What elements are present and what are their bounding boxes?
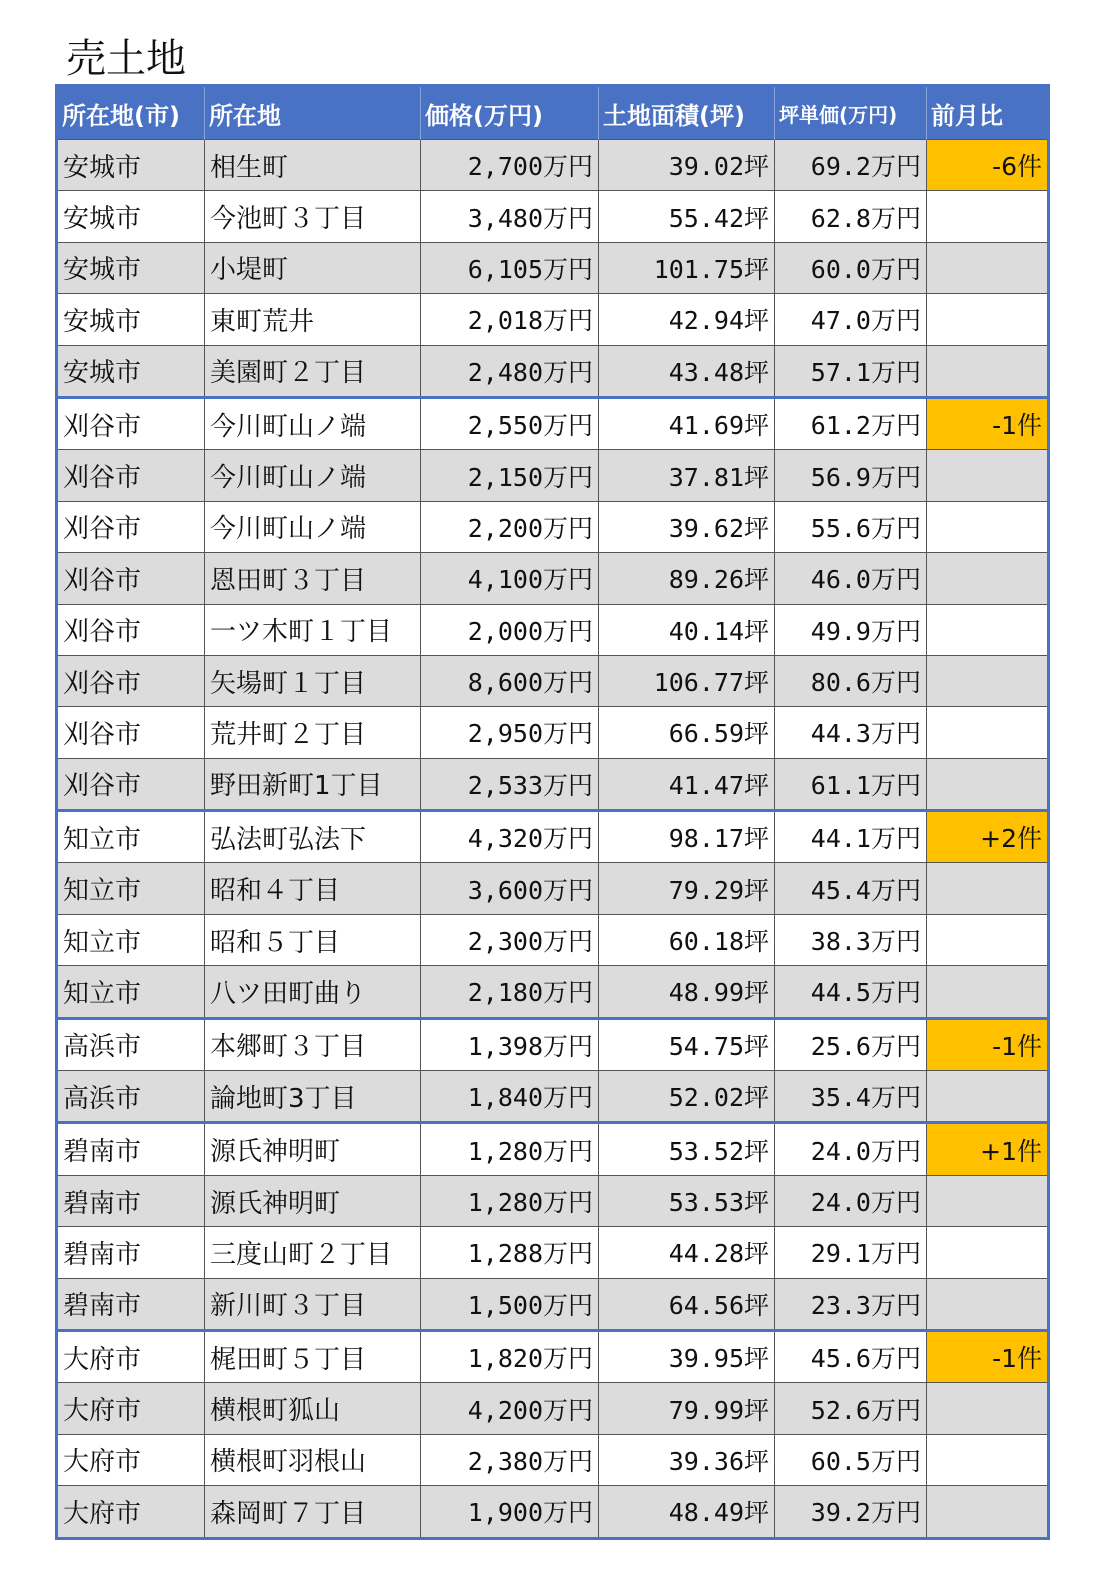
table-row bbox=[57, 450, 1049, 501]
cell-address: 小堤町 bbox=[205, 242, 421, 293]
cell-city: 大府市 bbox=[57, 1383, 205, 1434]
cell-city: 碧南市 bbox=[57, 1278, 205, 1330]
table-row bbox=[57, 1175, 1049, 1226]
cell-city: 知立市 bbox=[57, 966, 205, 1018]
cell-address: 今池町３丁目 bbox=[205, 191, 421, 242]
cell-unit-price: 56.9万円 bbox=[775, 450, 927, 501]
cell-change bbox=[927, 863, 1049, 914]
table-row bbox=[57, 140, 1049, 191]
cell-change bbox=[927, 1278, 1049, 1330]
cell-city: 碧南市 bbox=[57, 1123, 205, 1175]
cell-city: 刈谷市 bbox=[57, 397, 205, 449]
cell-address: 一ツ木町１丁目 bbox=[205, 604, 421, 655]
table-row bbox=[57, 914, 1049, 965]
cell-unit-price: 39.2万円 bbox=[775, 1486, 927, 1538]
cell-city: 安城市 bbox=[57, 345, 205, 397]
cell-address: 東町荒井 bbox=[205, 294, 421, 345]
cell-address: 野田新町1丁目 bbox=[205, 758, 421, 810]
cell-change bbox=[927, 242, 1049, 293]
cell-price: 3,600万円 bbox=[421, 863, 599, 914]
cell-change bbox=[927, 501, 1049, 552]
cell-address: 昭和５丁目 bbox=[205, 914, 421, 965]
cell-unit-price: 60.0万円 bbox=[775, 242, 927, 293]
header-address: 所在地 bbox=[205, 86, 421, 140]
table-row bbox=[57, 1071, 1049, 1123]
cell-unit-price: 44.1万円 bbox=[775, 811, 927, 863]
cell-unit-price: 29.1万円 bbox=[775, 1227, 927, 1278]
cell-address: 横根町羽根山 bbox=[205, 1434, 421, 1485]
header-unit-price: 坪単価(万円) bbox=[775, 86, 927, 140]
page-title: 売土地 bbox=[66, 36, 186, 82]
table-row bbox=[57, 707, 1049, 758]
cell-address: 今川町山ノ端 bbox=[205, 450, 421, 501]
cell-unit-price: 45.4万円 bbox=[775, 863, 927, 914]
cell-area: 42.94坪 bbox=[599, 294, 775, 345]
table-row bbox=[57, 863, 1049, 914]
cell-change bbox=[927, 191, 1049, 242]
cell-unit-price: 44.3万円 bbox=[775, 707, 927, 758]
cell-change bbox=[927, 294, 1049, 345]
table-row bbox=[57, 397, 1049, 449]
cell-unit-price: 57.1万円 bbox=[775, 345, 927, 397]
cell-unit-price: 80.6万円 bbox=[775, 655, 927, 706]
cell-city: 安城市 bbox=[57, 191, 205, 242]
table-row bbox=[57, 655, 1049, 706]
cell-unit-price: 61.2万円 bbox=[775, 397, 927, 449]
cell-unit-price: 55.6万円 bbox=[775, 501, 927, 552]
cell-address: 森岡町７丁目 bbox=[205, 1486, 421, 1538]
cell-change bbox=[927, 1227, 1049, 1278]
cell-unit-price: 52.6万円 bbox=[775, 1383, 927, 1434]
cell-change: -1件 bbox=[927, 1018, 1049, 1070]
cell-unit-price: 38.3万円 bbox=[775, 914, 927, 965]
table-row bbox=[57, 1383, 1049, 1434]
cell-change bbox=[927, 553, 1049, 604]
cell-city: 刈谷市 bbox=[57, 707, 205, 758]
cell-price: 2,950万円 bbox=[421, 707, 599, 758]
cell-price: 1,288万円 bbox=[421, 1227, 599, 1278]
cell-price: 4,200万円 bbox=[421, 1383, 599, 1434]
table-row bbox=[57, 811, 1049, 863]
cell-address: 三度山町２丁目 bbox=[205, 1227, 421, 1278]
table-row bbox=[57, 1278, 1049, 1330]
cell-price: 4,100万円 bbox=[421, 553, 599, 604]
cell-city: 刈谷市 bbox=[57, 604, 205, 655]
table-row bbox=[57, 553, 1049, 604]
table-row bbox=[57, 1227, 1049, 1278]
cell-address: 新川町３丁目 bbox=[205, 1278, 421, 1330]
cell-change bbox=[927, 450, 1049, 501]
cell-area: 66.59坪 bbox=[599, 707, 775, 758]
cell-area: 53.52坪 bbox=[599, 1123, 775, 1175]
cell-unit-price: 24.0万円 bbox=[775, 1123, 927, 1175]
cell-address: 相生町 bbox=[205, 140, 421, 191]
cell-change bbox=[927, 1175, 1049, 1226]
cell-unit-price: 35.4万円 bbox=[775, 1071, 927, 1123]
cell-price: 1,900万円 bbox=[421, 1486, 599, 1538]
cell-change: +2件 bbox=[927, 811, 1049, 863]
cell-price: 2,018万円 bbox=[421, 294, 599, 345]
cell-area: 79.99坪 bbox=[599, 1383, 775, 1434]
cell-price: 8,600万円 bbox=[421, 655, 599, 706]
header-city: 所在地(市) bbox=[57, 86, 205, 140]
cell-address: 八ツ田町曲り bbox=[205, 966, 421, 1018]
cell-area: 60.18坪 bbox=[599, 914, 775, 965]
cell-area: 54.75坪 bbox=[599, 1018, 775, 1070]
cell-area: 41.47坪 bbox=[599, 758, 775, 810]
header-price: 価格(万円) bbox=[421, 86, 599, 140]
table-row bbox=[57, 758, 1049, 810]
cell-area: 79.29坪 bbox=[599, 863, 775, 914]
cell-city: 知立市 bbox=[57, 811, 205, 863]
cell-unit-price: 24.0万円 bbox=[775, 1175, 927, 1226]
cell-area: 40.14坪 bbox=[599, 604, 775, 655]
land-listing-table bbox=[55, 84, 1050, 1540]
table-row bbox=[57, 1486, 1049, 1538]
cell-price: 2,000万円 bbox=[421, 604, 599, 655]
cell-city: 刈谷市 bbox=[57, 553, 205, 604]
cell-address: 横根町狐山 bbox=[205, 1383, 421, 1434]
cell-address: 今川町山ノ端 bbox=[205, 397, 421, 449]
cell-price: 2,550万円 bbox=[421, 397, 599, 449]
cell-price: 1,280万円 bbox=[421, 1123, 599, 1175]
cell-unit-price: 46.0万円 bbox=[775, 553, 927, 604]
cell-unit-price: 60.5万円 bbox=[775, 1434, 927, 1485]
cell-area: 37.81坪 bbox=[599, 450, 775, 501]
cell-change bbox=[927, 1486, 1049, 1538]
cell-unit-price: 62.8万円 bbox=[775, 191, 927, 242]
cell-area: 106.77坪 bbox=[599, 655, 775, 706]
cell-change bbox=[927, 655, 1049, 706]
cell-area: 44.28坪 bbox=[599, 1227, 775, 1278]
cell-price: 2,150万円 bbox=[421, 450, 599, 501]
cell-price: 1,840万円 bbox=[421, 1071, 599, 1123]
cell-address: 荒井町２丁目 bbox=[205, 707, 421, 758]
table-row bbox=[57, 966, 1049, 1018]
cell-city: 知立市 bbox=[57, 914, 205, 965]
cell-address: 恩田町３丁目 bbox=[205, 553, 421, 604]
cell-area: 48.99坪 bbox=[599, 966, 775, 1018]
cell-price: 1,820万円 bbox=[421, 1330, 599, 1382]
cell-address: 本郷町３丁目 bbox=[205, 1018, 421, 1070]
cell-unit-price: 49.9万円 bbox=[775, 604, 927, 655]
cell-area: 39.62坪 bbox=[599, 501, 775, 552]
cell-unit-price: 47.0万円 bbox=[775, 294, 927, 345]
cell-area: 64.56坪 bbox=[599, 1278, 775, 1330]
cell-area: 41.69坪 bbox=[599, 397, 775, 449]
cell-change bbox=[927, 758, 1049, 810]
cell-unit-price: 44.5万円 bbox=[775, 966, 927, 1018]
cell-area: 98.17坪 bbox=[599, 811, 775, 863]
cell-city: 刈谷市 bbox=[57, 655, 205, 706]
table-row bbox=[57, 1123, 1049, 1175]
cell-area: 89.26坪 bbox=[599, 553, 775, 604]
cell-city: 安城市 bbox=[57, 140, 205, 191]
cell-change bbox=[927, 914, 1049, 965]
cell-address: 源氏神明町 bbox=[205, 1175, 421, 1226]
cell-address: 矢場町１丁目 bbox=[205, 655, 421, 706]
cell-area: 101.75坪 bbox=[599, 242, 775, 293]
table-row bbox=[57, 604, 1049, 655]
cell-price: 2,380万円 bbox=[421, 1434, 599, 1485]
cell-price: 6,105万円 bbox=[421, 242, 599, 293]
cell-city: 碧南市 bbox=[57, 1175, 205, 1226]
cell-change bbox=[927, 1434, 1049, 1485]
cell-change: +1件 bbox=[927, 1123, 1049, 1175]
cell-price: 2,700万円 bbox=[421, 140, 599, 191]
cell-address: 今川町山ノ端 bbox=[205, 501, 421, 552]
cell-address: 美園町２丁目 bbox=[205, 345, 421, 397]
cell-city: 大府市 bbox=[57, 1434, 205, 1485]
header-row bbox=[57, 86, 1049, 140]
cell-area: 48.49坪 bbox=[599, 1486, 775, 1538]
cell-city: 刈谷市 bbox=[57, 758, 205, 810]
cell-city: 知立市 bbox=[57, 863, 205, 914]
cell-city: 安城市 bbox=[57, 294, 205, 345]
cell-change: -1件 bbox=[927, 1330, 1049, 1382]
table-row bbox=[57, 191, 1049, 242]
cell-price: 3,480万円 bbox=[421, 191, 599, 242]
cell-address: 弘法町弘法下 bbox=[205, 811, 421, 863]
cell-area: 52.02坪 bbox=[599, 1071, 775, 1123]
table-row bbox=[57, 242, 1049, 293]
cell-unit-price: 25.6万円 bbox=[775, 1018, 927, 1070]
cell-change bbox=[927, 1071, 1049, 1123]
cell-change bbox=[927, 604, 1049, 655]
cell-city: 大府市 bbox=[57, 1330, 205, 1382]
cell-city: 碧南市 bbox=[57, 1227, 205, 1278]
cell-price: 2,180万円 bbox=[421, 966, 599, 1018]
cell-price: 4,320万円 bbox=[421, 811, 599, 863]
cell-price: 2,533万円 bbox=[421, 758, 599, 810]
table-row bbox=[57, 501, 1049, 552]
cell-area: 53.53坪 bbox=[599, 1175, 775, 1226]
cell-city: 高浜市 bbox=[57, 1071, 205, 1123]
header-change: 前月比 bbox=[927, 86, 1049, 140]
table-row bbox=[57, 1018, 1049, 1070]
table-row bbox=[57, 1434, 1049, 1485]
cell-address: 梶田町５丁目 bbox=[205, 1330, 421, 1382]
cell-price: 2,480万円 bbox=[421, 345, 599, 397]
cell-price: 1,398万円 bbox=[421, 1018, 599, 1070]
table-row bbox=[57, 1330, 1049, 1382]
table-row bbox=[57, 294, 1049, 345]
cell-city: 高浜市 bbox=[57, 1018, 205, 1070]
cell-unit-price: 45.6万円 bbox=[775, 1330, 927, 1382]
cell-change bbox=[927, 1383, 1049, 1434]
cell-address: 昭和４丁目 bbox=[205, 863, 421, 914]
cell-area: 55.42坪 bbox=[599, 191, 775, 242]
cell-area: 39.02坪 bbox=[599, 140, 775, 191]
cell-unit-price: 23.3万円 bbox=[775, 1278, 927, 1330]
cell-area: 39.36坪 bbox=[599, 1434, 775, 1485]
cell-price: 1,280万円 bbox=[421, 1175, 599, 1226]
cell-price: 2,300万円 bbox=[421, 914, 599, 965]
cell-area: 39.95坪 bbox=[599, 1330, 775, 1382]
cell-address: 論地町3丁目 bbox=[205, 1071, 421, 1123]
cell-price: 1,500万円 bbox=[421, 1278, 599, 1330]
cell-area: 43.48坪 bbox=[599, 345, 775, 397]
cell-city: 刈谷市 bbox=[57, 450, 205, 501]
header-area: 土地面積(坪) bbox=[599, 86, 775, 140]
cell-unit-price: 61.1万円 bbox=[775, 758, 927, 810]
cell-city: 大府市 bbox=[57, 1486, 205, 1538]
cell-city: 安城市 bbox=[57, 242, 205, 293]
cell-address: 源氏神明町 bbox=[205, 1123, 421, 1175]
cell-change: -1件 bbox=[927, 397, 1049, 449]
cell-change: -6件 bbox=[927, 140, 1049, 191]
cell-change bbox=[927, 966, 1049, 1018]
cell-change bbox=[927, 707, 1049, 758]
cell-unit-price: 69.2万円 bbox=[775, 140, 927, 191]
cell-price: 2,200万円 bbox=[421, 501, 599, 552]
table-row bbox=[57, 345, 1049, 397]
cell-city: 刈谷市 bbox=[57, 501, 205, 552]
cell-change bbox=[927, 345, 1049, 397]
